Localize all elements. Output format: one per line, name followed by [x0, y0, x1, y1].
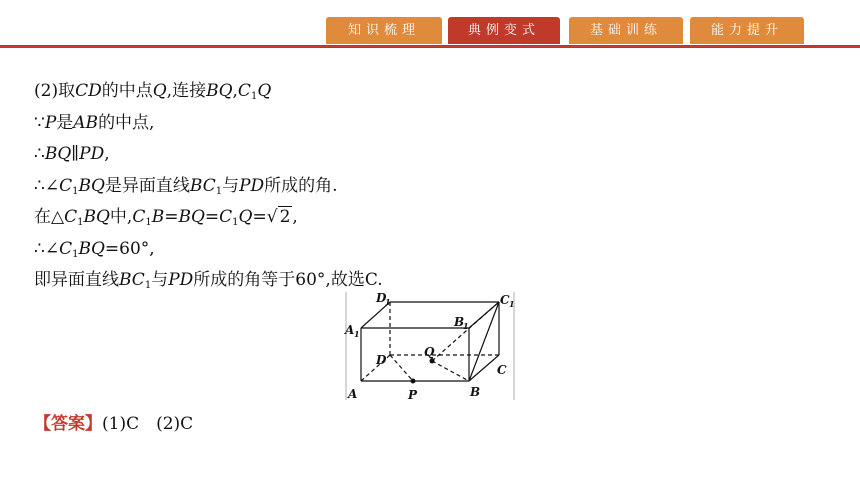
- tab-ability-improvement[interactable]: 能力提升: [690, 17, 804, 44]
- label-c1: C: [500, 293, 510, 307]
- tab-typical-examples[interactable]: 典例变式: [448, 17, 560, 44]
- solution-line-4: $\therefore\angle C_1BQ$是异面直线$BC_1$与PD所成的角.: [34, 175, 338, 197]
- answer-text: (1)C (2)C: [102, 414, 194, 434]
- solution-line-2: ∵P是AB的中点,: [34, 112, 155, 133]
- solution-line-1: (2)取CD的中点Q,连接$BQ,C_1Q$: [34, 81, 272, 102]
- label-d: D: [376, 353, 387, 367]
- solution-line-7: 即异面直线$BC_1$与PD所成的角等于60°,故选C.: [34, 270, 383, 291]
- label-c1-sub: 1: [509, 299, 515, 309]
- tab-basic-training[interactable]: 基础训练: [569, 17, 683, 44]
- point-q: [430, 359, 435, 364]
- point-p: [411, 379, 416, 384]
- label-b1: B: [454, 315, 465, 329]
- solution-text: [34, 76, 834, 297]
- tab-knowledge-review[interactable]: 知识梳理: [326, 17, 442, 44]
- label-d1: D: [376, 291, 387, 305]
- solution-line-3: ∴BQ∥PD,: [34, 144, 110, 164]
- prism-figure: [344, 290, 516, 402]
- answer-tag: 【答案】: [34, 414, 102, 434]
- label-a1-sub: 1: [354, 329, 360, 339]
- label-p: P: [408, 388, 418, 402]
- label-q: Q: [424, 345, 435, 359]
- answer-line: [34, 409, 193, 434]
- label-a1: A: [345, 323, 355, 337]
- label-d1-sub: 1: [385, 297, 391, 307]
- sqrt-two: √ 2: [266, 207, 291, 227]
- header-rule: [0, 45, 860, 48]
- label-b1-sub: 1: [463, 321, 469, 331]
- label-b: B: [470, 385, 481, 399]
- label-c: C: [497, 363, 507, 377]
- solution-line-5: 在$\triangle C_1BQ$中$,C_1B=BQ=C_1Q=√$ 2 ,: [34, 202, 834, 234]
- label-a: A: [348, 387, 358, 401]
- solution-line-6: $\therefore\angle C_1BQ=60^\circ$,: [34, 238, 155, 260]
